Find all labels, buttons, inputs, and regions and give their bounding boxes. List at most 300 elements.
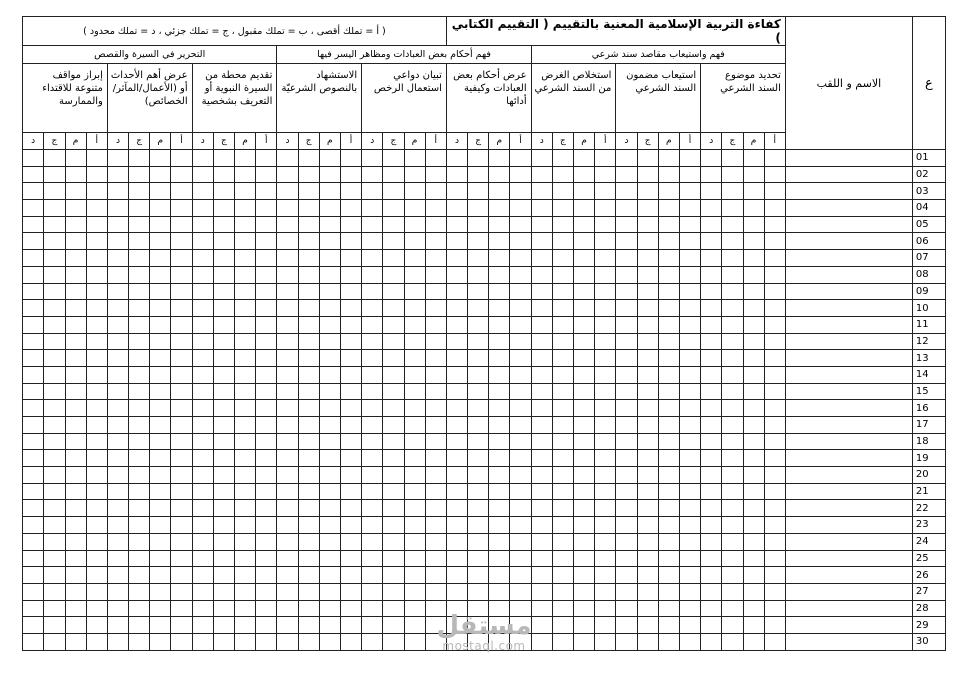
grade-cell[interactable]: [340, 200, 361, 217]
grade-cell[interactable]: [574, 166, 595, 183]
grade-cell[interactable]: [552, 233, 573, 250]
grade-cell[interactable]: [44, 233, 65, 250]
grade-cell[interactable]: [340, 333, 361, 350]
grade-cell[interactable]: [277, 633, 298, 650]
grade-cell[interactable]: [298, 250, 319, 267]
grade-cell[interactable]: [65, 500, 86, 517]
grade-cell[interactable]: [679, 550, 700, 567]
grade-cell[interactable]: [150, 450, 171, 467]
grade-cell[interactable]: [107, 183, 128, 200]
grade-cell[interactable]: [362, 483, 383, 500]
grade-cell[interactable]: [425, 433, 446, 450]
student-name-cell[interactable]: [785, 517, 912, 534]
grade-cell[interactable]: [552, 583, 573, 600]
grade-cell[interactable]: [404, 200, 425, 217]
grade-cell[interactable]: [213, 450, 234, 467]
grade-cell[interactable]: [362, 400, 383, 417]
grade-cell[interactable]: [235, 333, 256, 350]
grade-cell[interactable]: [489, 633, 510, 650]
grade-cell[interactable]: [616, 600, 637, 617]
grade-cell[interactable]: [150, 583, 171, 600]
grade-cell[interactable]: [129, 467, 150, 484]
grade-cell[interactable]: [616, 216, 637, 233]
grade-cell[interactable]: [722, 283, 743, 300]
grade-cell[interactable]: [319, 567, 340, 584]
grade-cell[interactable]: [150, 533, 171, 550]
grade-cell[interactable]: [764, 567, 785, 584]
grade-cell[interactable]: [23, 150, 44, 167]
student-name-cell[interactable]: [785, 550, 912, 567]
student-name-cell[interactable]: [785, 617, 912, 634]
grade-cell[interactable]: [213, 333, 234, 350]
grade-cell[interactable]: [150, 333, 171, 350]
grade-cell[interactable]: [679, 250, 700, 267]
grade-cell[interactable]: [595, 266, 616, 283]
grade-cell[interactable]: [764, 333, 785, 350]
grade-cell[interactable]: [213, 500, 234, 517]
grade-cell[interactable]: [362, 633, 383, 650]
grade-cell[interactable]: [23, 383, 44, 400]
grade-cell[interactable]: [679, 333, 700, 350]
grade-cell[interactable]: [595, 600, 616, 617]
grade-cell[interactable]: [235, 250, 256, 267]
grade-cell[interactable]: [213, 467, 234, 484]
grade-cell[interactable]: [362, 600, 383, 617]
grade-cell[interactable]: [489, 567, 510, 584]
grade-cell[interactable]: [213, 233, 234, 250]
grade-cell[interactable]: [531, 417, 552, 434]
grade-cell[interactable]: [319, 283, 340, 300]
grade-cell[interactable]: [319, 400, 340, 417]
grade-cell[interactable]: [468, 400, 489, 417]
grade-cell[interactable]: [595, 366, 616, 383]
grade-cell[interactable]: [616, 183, 637, 200]
grade-cell[interactable]: [23, 483, 44, 500]
grade-cell[interactable]: [340, 166, 361, 183]
grade-cell[interactable]: [23, 283, 44, 300]
grade-cell[interactable]: [192, 166, 213, 183]
grade-cell[interactable]: [44, 567, 65, 584]
grade-cell[interactable]: [277, 450, 298, 467]
grade-cell[interactable]: [552, 216, 573, 233]
grade-cell[interactable]: [446, 283, 467, 300]
grade-cell[interactable]: [468, 333, 489, 350]
grade-cell[interactable]: [595, 583, 616, 600]
grade-cell[interactable]: [616, 383, 637, 400]
grade-cell[interactable]: [531, 500, 552, 517]
grade-cell[interactable]: [531, 400, 552, 417]
grade-cell[interactable]: [616, 633, 637, 650]
grade-cell[interactable]: [44, 383, 65, 400]
grade-cell[interactable]: [23, 467, 44, 484]
grade-cell[interactable]: [595, 450, 616, 467]
grade-cell[interactable]: [552, 266, 573, 283]
grade-cell[interactable]: [213, 583, 234, 600]
grade-cell[interactable]: [150, 350, 171, 367]
grade-cell[interactable]: [658, 300, 679, 317]
grade-cell[interactable]: [107, 617, 128, 634]
grade-cell[interactable]: [298, 283, 319, 300]
grade-cell[interactable]: [701, 350, 722, 367]
grade-cell[interactable]: [425, 383, 446, 400]
grade-cell[interactable]: [277, 383, 298, 400]
grade-cell[interactable]: [658, 200, 679, 217]
grade-cell[interactable]: [171, 316, 192, 333]
grade-cell[interactable]: [150, 433, 171, 450]
grade-cell[interactable]: [425, 483, 446, 500]
grade-cell[interactable]: [764, 200, 785, 217]
grade-cell[interactable]: [213, 350, 234, 367]
grade-cell[interactable]: [383, 333, 404, 350]
grade-cell[interactable]: [552, 350, 573, 367]
grade-cell[interactable]: [637, 383, 658, 400]
grade-cell[interactable]: [192, 600, 213, 617]
grade-cell[interactable]: [129, 266, 150, 283]
grade-cell[interactable]: [23, 433, 44, 450]
grade-cell[interactable]: [383, 150, 404, 167]
grade-cell[interactable]: [44, 467, 65, 484]
grade-cell[interactable]: [150, 383, 171, 400]
grade-cell[interactable]: [510, 617, 531, 634]
grade-cell[interactable]: [446, 550, 467, 567]
grade-cell[interactable]: [213, 433, 234, 450]
grade-cell[interactable]: [468, 433, 489, 450]
grade-cell[interactable]: [171, 633, 192, 650]
grade-cell[interactable]: [531, 166, 552, 183]
grade-cell[interactable]: [489, 500, 510, 517]
grade-cell[interactable]: [65, 333, 86, 350]
grade-cell[interactable]: [298, 150, 319, 167]
grade-cell[interactable]: [404, 500, 425, 517]
grade-cell[interactable]: [235, 600, 256, 617]
grade-cell[interactable]: [574, 483, 595, 500]
student-name-cell[interactable]: [785, 450, 912, 467]
grade-cell[interactable]: [574, 517, 595, 534]
grade-cell[interactable]: [86, 450, 107, 467]
grade-cell[interactable]: [213, 166, 234, 183]
student-name-cell[interactable]: [785, 567, 912, 584]
grade-cell[interactable]: [362, 350, 383, 367]
grade-cell[interactable]: [701, 400, 722, 417]
grade-cell[interactable]: [552, 316, 573, 333]
grade-cell[interactable]: [213, 150, 234, 167]
grade-cell[interactable]: [298, 316, 319, 333]
grade-cell[interactable]: [171, 350, 192, 367]
grade-cell[interactable]: [637, 500, 658, 517]
grade-cell[interactable]: [298, 200, 319, 217]
grade-cell[interactable]: [764, 500, 785, 517]
student-name-cell[interactable]: [785, 350, 912, 367]
grade-cell[interactable]: [468, 567, 489, 584]
grade-cell[interactable]: [552, 567, 573, 584]
grade-cell[interactable]: [404, 417, 425, 434]
grade-cell[interactable]: [722, 300, 743, 317]
grade-cell[interactable]: [574, 316, 595, 333]
grade-cell[interactable]: [446, 533, 467, 550]
grade-cell[interactable]: [86, 617, 107, 634]
grade-cell[interactable]: [277, 467, 298, 484]
grade-cell[interactable]: [425, 183, 446, 200]
grade-cell[interactable]: [362, 166, 383, 183]
grade-cell[interactable]: [340, 400, 361, 417]
grade-cell[interactable]: [658, 150, 679, 167]
grade-cell[interactable]: [425, 583, 446, 600]
grade-cell[interactable]: [658, 233, 679, 250]
grade-cell[interactable]: [764, 300, 785, 317]
grade-cell[interactable]: [150, 500, 171, 517]
grade-cell[interactable]: [425, 283, 446, 300]
student-name-cell[interactable]: [785, 333, 912, 350]
grade-cell[interactable]: [171, 517, 192, 534]
grade-cell[interactable]: [171, 150, 192, 167]
grade-cell[interactable]: [319, 350, 340, 367]
grade-cell[interactable]: [298, 166, 319, 183]
grade-cell[interactable]: [764, 617, 785, 634]
grade-cell[interactable]: [319, 583, 340, 600]
grade-cell[interactable]: [44, 350, 65, 367]
grade-cell[interactable]: [531, 433, 552, 450]
grade-cell[interactable]: [595, 150, 616, 167]
grade-cell[interactable]: [383, 216, 404, 233]
grade-cell[interactable]: [65, 400, 86, 417]
grade-cell[interactable]: [298, 333, 319, 350]
student-name-cell[interactable]: [785, 366, 912, 383]
grade-cell[interactable]: [468, 250, 489, 267]
grade-cell[interactable]: [319, 383, 340, 400]
grade-cell[interactable]: [764, 316, 785, 333]
grade-cell[interactable]: [235, 550, 256, 567]
grade-cell[interactable]: [277, 583, 298, 600]
grade-cell[interactable]: [298, 233, 319, 250]
grade-cell[interactable]: [743, 483, 764, 500]
grade-cell[interactable]: [616, 300, 637, 317]
grade-cell[interactable]: [531, 483, 552, 500]
grade-cell[interactable]: [489, 333, 510, 350]
student-name-cell[interactable]: [785, 417, 912, 434]
grade-cell[interactable]: [574, 216, 595, 233]
grade-cell[interactable]: [404, 450, 425, 467]
grade-cell[interactable]: [404, 166, 425, 183]
grade-cell[interactable]: [23, 233, 44, 250]
grade-cell[interactable]: [510, 350, 531, 367]
grade-cell[interactable]: [425, 216, 446, 233]
grade-cell[interactable]: [552, 600, 573, 617]
grade-cell[interactable]: [701, 600, 722, 617]
grade-cell[interactable]: [23, 533, 44, 550]
grade-cell[interactable]: [679, 283, 700, 300]
grade-cell[interactable]: [256, 550, 277, 567]
grade-cell[interactable]: [86, 517, 107, 534]
grade-cell[interactable]: [383, 500, 404, 517]
grade-cell[interactable]: [107, 266, 128, 283]
grade-cell[interactable]: [150, 550, 171, 567]
grade-cell[interactable]: [362, 200, 383, 217]
grade-cell[interactable]: [298, 617, 319, 634]
grade-cell[interactable]: [362, 316, 383, 333]
grade-cell[interactable]: [743, 250, 764, 267]
grade-cell[interactable]: [256, 283, 277, 300]
grade-cell[interactable]: [171, 233, 192, 250]
grade-cell[interactable]: [192, 266, 213, 283]
grade-cell[interactable]: [44, 550, 65, 567]
grade-cell[interactable]: [298, 567, 319, 584]
grade-cell[interactable]: [213, 617, 234, 634]
grade-cell[interactable]: [298, 216, 319, 233]
grade-cell[interactable]: [192, 500, 213, 517]
grade-cell[interactable]: [383, 200, 404, 217]
grade-cell[interactable]: [743, 400, 764, 417]
grade-cell[interactable]: [298, 183, 319, 200]
grade-cell[interactable]: [107, 383, 128, 400]
grade-cell[interactable]: [743, 150, 764, 167]
grade-cell[interactable]: [171, 483, 192, 500]
grade-cell[interactable]: [446, 600, 467, 617]
grade-cell[interactable]: [213, 250, 234, 267]
grade-cell[interactable]: [637, 266, 658, 283]
grade-cell[interactable]: [277, 333, 298, 350]
grade-cell[interactable]: [468, 517, 489, 534]
grade-cell[interactable]: [616, 500, 637, 517]
grade-cell[interactable]: [658, 450, 679, 467]
grade-cell[interactable]: [23, 417, 44, 434]
grade-cell[interactable]: [277, 517, 298, 534]
grade-cell[interactable]: [192, 183, 213, 200]
grade-cell[interactable]: [701, 483, 722, 500]
grade-cell[interactable]: [679, 200, 700, 217]
grade-cell[interactable]: [637, 233, 658, 250]
grade-cell[interactable]: [446, 250, 467, 267]
grade-cell[interactable]: [65, 233, 86, 250]
grade-cell[interactable]: [722, 383, 743, 400]
grade-cell[interactable]: [446, 617, 467, 634]
grade-cell[interactable]: [129, 200, 150, 217]
grade-cell[interactable]: [637, 350, 658, 367]
grade-cell[interactable]: [362, 583, 383, 600]
grade-cell[interactable]: [489, 483, 510, 500]
grade-cell[interactable]: [277, 617, 298, 634]
grade-cell[interactable]: [701, 150, 722, 167]
grade-cell[interactable]: [277, 183, 298, 200]
grade-cell[interactable]: [319, 433, 340, 450]
grade-cell[interactable]: [362, 550, 383, 567]
grade-cell[interactable]: [510, 400, 531, 417]
grade-cell[interactable]: [679, 483, 700, 500]
grade-cell[interactable]: [595, 300, 616, 317]
grade-cell[interactable]: [764, 450, 785, 467]
grade-cell[interactable]: [65, 283, 86, 300]
grade-cell[interactable]: [468, 216, 489, 233]
grade-cell[interactable]: [107, 417, 128, 434]
grade-cell[interactable]: [743, 500, 764, 517]
grade-cell[interactable]: [764, 250, 785, 267]
grade-cell[interactable]: [764, 216, 785, 233]
grade-cell[interactable]: [150, 266, 171, 283]
grade-cell[interactable]: [383, 617, 404, 634]
grade-cell[interactable]: [574, 417, 595, 434]
grade-cell[interactable]: [510, 333, 531, 350]
grade-cell[interactable]: [150, 633, 171, 650]
grade-cell[interactable]: [192, 316, 213, 333]
grade-cell[interactable]: [319, 366, 340, 383]
grade-cell[interactable]: [86, 417, 107, 434]
grade-cell[interactable]: [65, 250, 86, 267]
grade-cell[interactable]: [489, 550, 510, 567]
grade-cell[interactable]: [65, 517, 86, 534]
grade-cell[interactable]: [65, 216, 86, 233]
grade-cell[interactable]: [701, 583, 722, 600]
grade-cell[interactable]: [340, 417, 361, 434]
grade-cell[interactable]: [86, 250, 107, 267]
student-name-cell[interactable]: [785, 433, 912, 450]
grade-cell[interactable]: [383, 600, 404, 617]
grade-cell[interactable]: [298, 500, 319, 517]
grade-cell[interactable]: [171, 600, 192, 617]
grade-cell[interactable]: [510, 183, 531, 200]
grade-cell[interactable]: [722, 216, 743, 233]
grade-cell[interactable]: [531, 633, 552, 650]
grade-cell[interactable]: [489, 417, 510, 434]
grade-cell[interactable]: [489, 400, 510, 417]
grade-cell[interactable]: [129, 233, 150, 250]
grade-cell[interactable]: [129, 633, 150, 650]
grade-cell[interactable]: [446, 583, 467, 600]
grade-cell[interactable]: [658, 283, 679, 300]
grade-cell[interactable]: [404, 433, 425, 450]
grade-cell[interactable]: [616, 150, 637, 167]
grade-cell[interactable]: [531, 350, 552, 367]
grade-cell[interactable]: [107, 366, 128, 383]
grade-cell[interactable]: [277, 300, 298, 317]
grade-cell[interactable]: [404, 300, 425, 317]
grade-cell[interactable]: [616, 517, 637, 534]
grade-cell[interactable]: [192, 550, 213, 567]
grade-cell[interactable]: [277, 166, 298, 183]
grade-cell[interactable]: [44, 300, 65, 317]
grade-cell[interactable]: [468, 283, 489, 300]
grade-cell[interactable]: [362, 383, 383, 400]
grade-cell[interactable]: [552, 517, 573, 534]
grade-cell[interactable]: [340, 567, 361, 584]
grade-cell[interactable]: [107, 400, 128, 417]
grade-cell[interactable]: [425, 300, 446, 317]
grade-cell[interactable]: [86, 283, 107, 300]
grade-cell[interactable]: [235, 200, 256, 217]
grade-cell[interactable]: [764, 233, 785, 250]
grade-cell[interactable]: [510, 233, 531, 250]
grade-cell[interactable]: [340, 450, 361, 467]
grade-cell[interactable]: [574, 500, 595, 517]
grade-cell[interactable]: [446, 517, 467, 534]
grade-cell[interactable]: [107, 166, 128, 183]
grade-cell[interactable]: [764, 417, 785, 434]
grade-cell[interactable]: [340, 383, 361, 400]
grade-cell[interactable]: [489, 200, 510, 217]
grade-cell[interactable]: [722, 550, 743, 567]
grade-cell[interactable]: [86, 366, 107, 383]
grade-cell[interactable]: [213, 400, 234, 417]
grade-cell[interactable]: [319, 266, 340, 283]
grade-cell[interactable]: [510, 433, 531, 450]
grade-cell[interactable]: [743, 417, 764, 434]
grade-cell[interactable]: [425, 166, 446, 183]
grade-cell[interactable]: [637, 567, 658, 584]
grade-cell[interactable]: [616, 200, 637, 217]
grade-cell[interactable]: [277, 233, 298, 250]
grade-cell[interactable]: [65, 617, 86, 634]
grade-cell[interactable]: [192, 467, 213, 484]
grade-cell[interactable]: [552, 550, 573, 567]
grade-cell[interactable]: [722, 633, 743, 650]
